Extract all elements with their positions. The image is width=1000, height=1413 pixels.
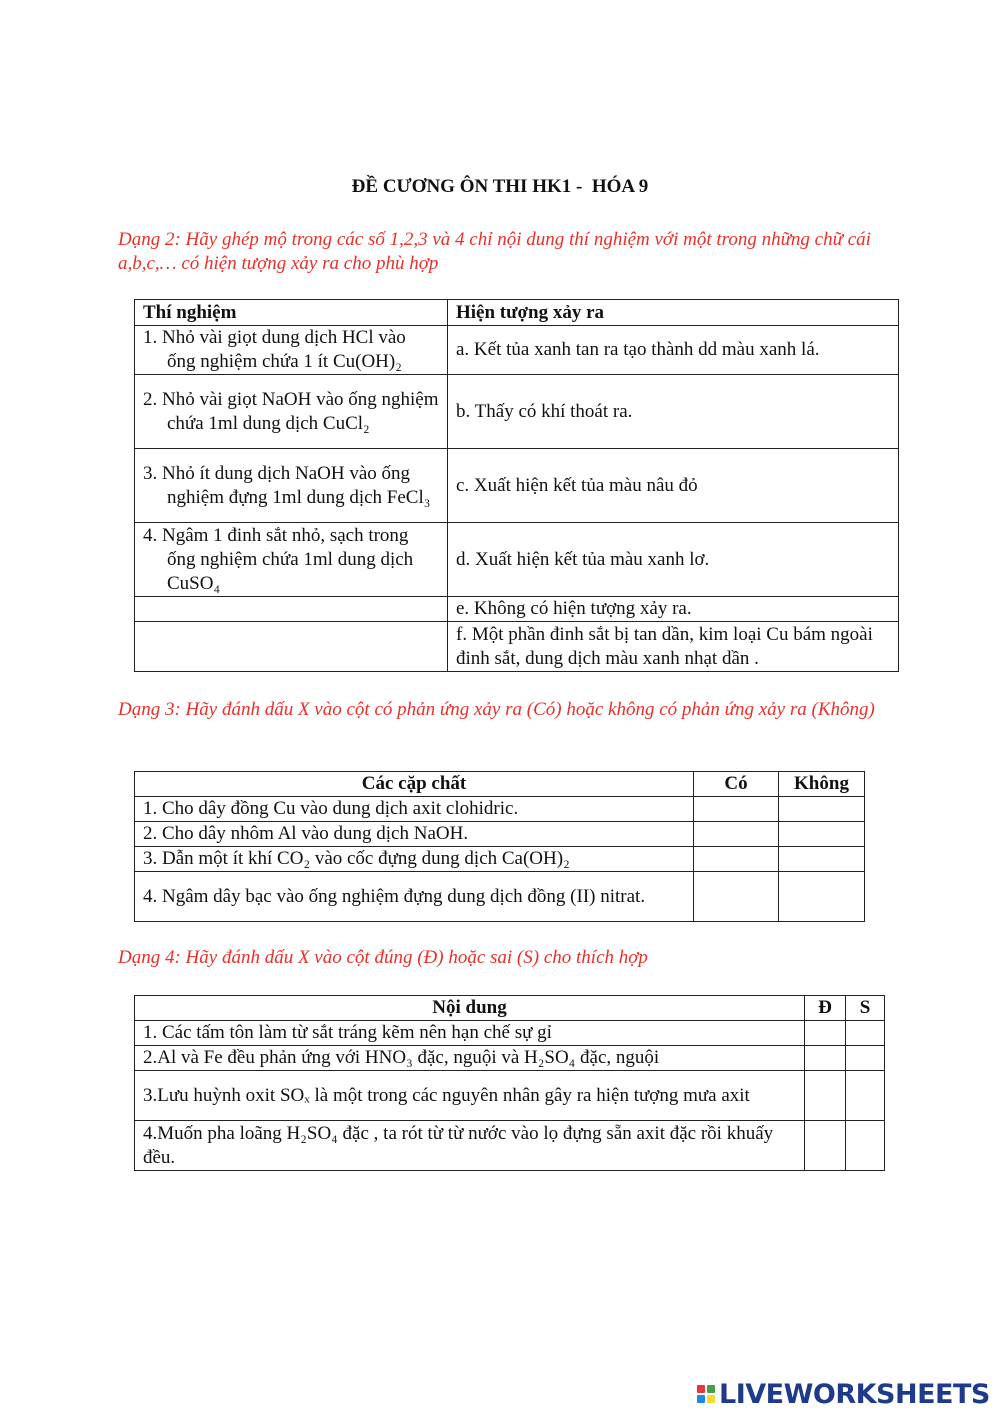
experiment-4: 4. Ngâm 1 đinh sắt nhỏ, sạch trong ống nghiệm chứa 1ml dung dịch CuSO₄	[135, 523, 448, 597]
phenomenon-f: f. Một phần đinh sắt bị tan dần, kim loại Cu bám ngoài đinh sắt, dung dịch màu xanh nhạt dần .	[448, 622, 899, 672]
statement-row-1: 1. Các tấm tôn làm từ sắt tráng kẽm nên hạn chế sự gỉ	[135, 1021, 805, 1046]
header-false: S	[846, 996, 885, 1021]
dang2-instruction: Dạng 2: Hãy ghép mộ trong các số 1,2,3 và 4 chỉ nội dung thí nghiệm với một trong những chữ cái a,b,c,… có hiện tượng xảy ra cho phù hợp	[118, 229, 871, 274]
phenomenon-b: b. Thấy có khí thoát ra.	[448, 375, 899, 449]
dang4-instruction: Dạng 4: Hãy đánh dấu X vào cột đúng (Đ) hoặc sai (S) cho thích hợp	[118, 947, 648, 968]
statement-row-4: 4.Muốn pha loãng H₂SO₄ đặc , ta rót từ từ nước vào lọ đựng sẵn axit đặc rồi khuấy đều.	[135, 1121, 805, 1171]
header-pairs: Các cặp chất	[135, 772, 694, 797]
true-false-table	[134, 995, 885, 1171]
header-content: Nội dung	[135, 996, 805, 1021]
reaction-row-1: 1. Cho dây đồng Cu vào dung dịch axit clohidric.	[135, 797, 694, 822]
liveworksheets-logo-icon	[697, 1385, 715, 1403]
no-answer-cell[interactable]	[779, 822, 865, 847]
liveworksheets-wordmark: LIVEWORKSHEETS	[719, 1378, 990, 1410]
true-answer-cell[interactable]	[805, 1071, 846, 1121]
dang3-instruction: Dạng 3: Hãy đánh dấu X vào cột có phản ứng xảy ra (Có) hoặc không có phản ứng xảy ra (Không)	[118, 699, 875, 720]
statement-row-3: 3.Lưu huỳnh oxit SOₓ là một trong các nguyên nhân gây ra hiện tượng mưa axit	[135, 1071, 805, 1121]
phenomenon-d: d. Xuất hiện kết tủa màu xanh lơ.	[448, 523, 899, 597]
liveworksheets-logo	[697, 1378, 990, 1410]
header-no: Không	[779, 772, 865, 797]
yes-answer-cell[interactable]	[694, 797, 779, 822]
empty-cell	[135, 622, 448, 672]
no-answer-cell[interactable]	[779, 872, 865, 922]
true-answer-cell[interactable]	[805, 1121, 846, 1171]
false-answer-cell[interactable]	[846, 1071, 885, 1121]
false-answer-cell[interactable]	[846, 1121, 885, 1171]
header-experiment: Thí nghiệm	[135, 300, 448, 326]
false-answer-cell[interactable]	[846, 1046, 885, 1071]
header-true: Đ	[805, 996, 846, 1021]
true-answer-cell[interactable]	[805, 1046, 846, 1071]
no-answer-cell[interactable]	[779, 847, 865, 872]
yes-answer-cell[interactable]	[694, 872, 779, 922]
empty-cell	[135, 597, 448, 622]
experiment-1: 1. Nhỏ vài giọt dung dịch HCl vào ống nghiệm chứa 1 ít Cu(OH)₂	[135, 326, 448, 375]
matching-table	[134, 299, 899, 672]
page-title: ĐỀ CƯƠNG ÔN THI HK1 - HÓA 9	[351, 176, 649, 197]
reaction-row-2: 2. Cho dây nhôm Al vào dung dịch NaOH.	[135, 822, 694, 847]
reaction-table	[134, 771, 865, 922]
false-answer-cell[interactable]	[846, 1021, 885, 1046]
yes-answer-cell[interactable]	[694, 822, 779, 847]
phenomenon-c: c. Xuất hiện kết tủa màu nâu đỏ	[448, 449, 899, 523]
reaction-row-3: 3. Dẫn một ít khí CO₂ vào cốc đựng dung dịch Ca(OH)₂	[135, 847, 694, 872]
no-answer-cell[interactable]	[779, 797, 865, 822]
yes-answer-cell[interactable]	[694, 847, 779, 872]
header-yes: Có	[694, 772, 779, 797]
phenomenon-e: e. Không có hiện tượng xảy ra.	[448, 597, 899, 622]
experiment-3: 3. Nhỏ ít dung dịch NaOH vào ống nghiệm đựng 1ml dung dịch FeCl₃	[135, 449, 448, 523]
reaction-row-4: 4. Ngâm dây bạc vào ống nghiệm đựng dung dịch đồng (II) nitrat.	[135, 872, 694, 922]
experiment-2: 2. Nhỏ vài giọt NaOH vào ống nghiệm chứa 1ml dung dịch CuCl₂	[135, 375, 448, 449]
header-phenomenon: Hiện tượng xảy ra	[448, 300, 899, 326]
statement-row-2: 2.Al và Fe đều phản ứng với HNO₃ đặc, nguội và H₂SO₄ đặc, nguội	[135, 1046, 805, 1071]
true-answer-cell[interactable]	[805, 1021, 846, 1046]
phenomenon-a: a. Kết tủa xanh tan ra tạo thành dd màu xanh lá.	[448, 326, 899, 375]
